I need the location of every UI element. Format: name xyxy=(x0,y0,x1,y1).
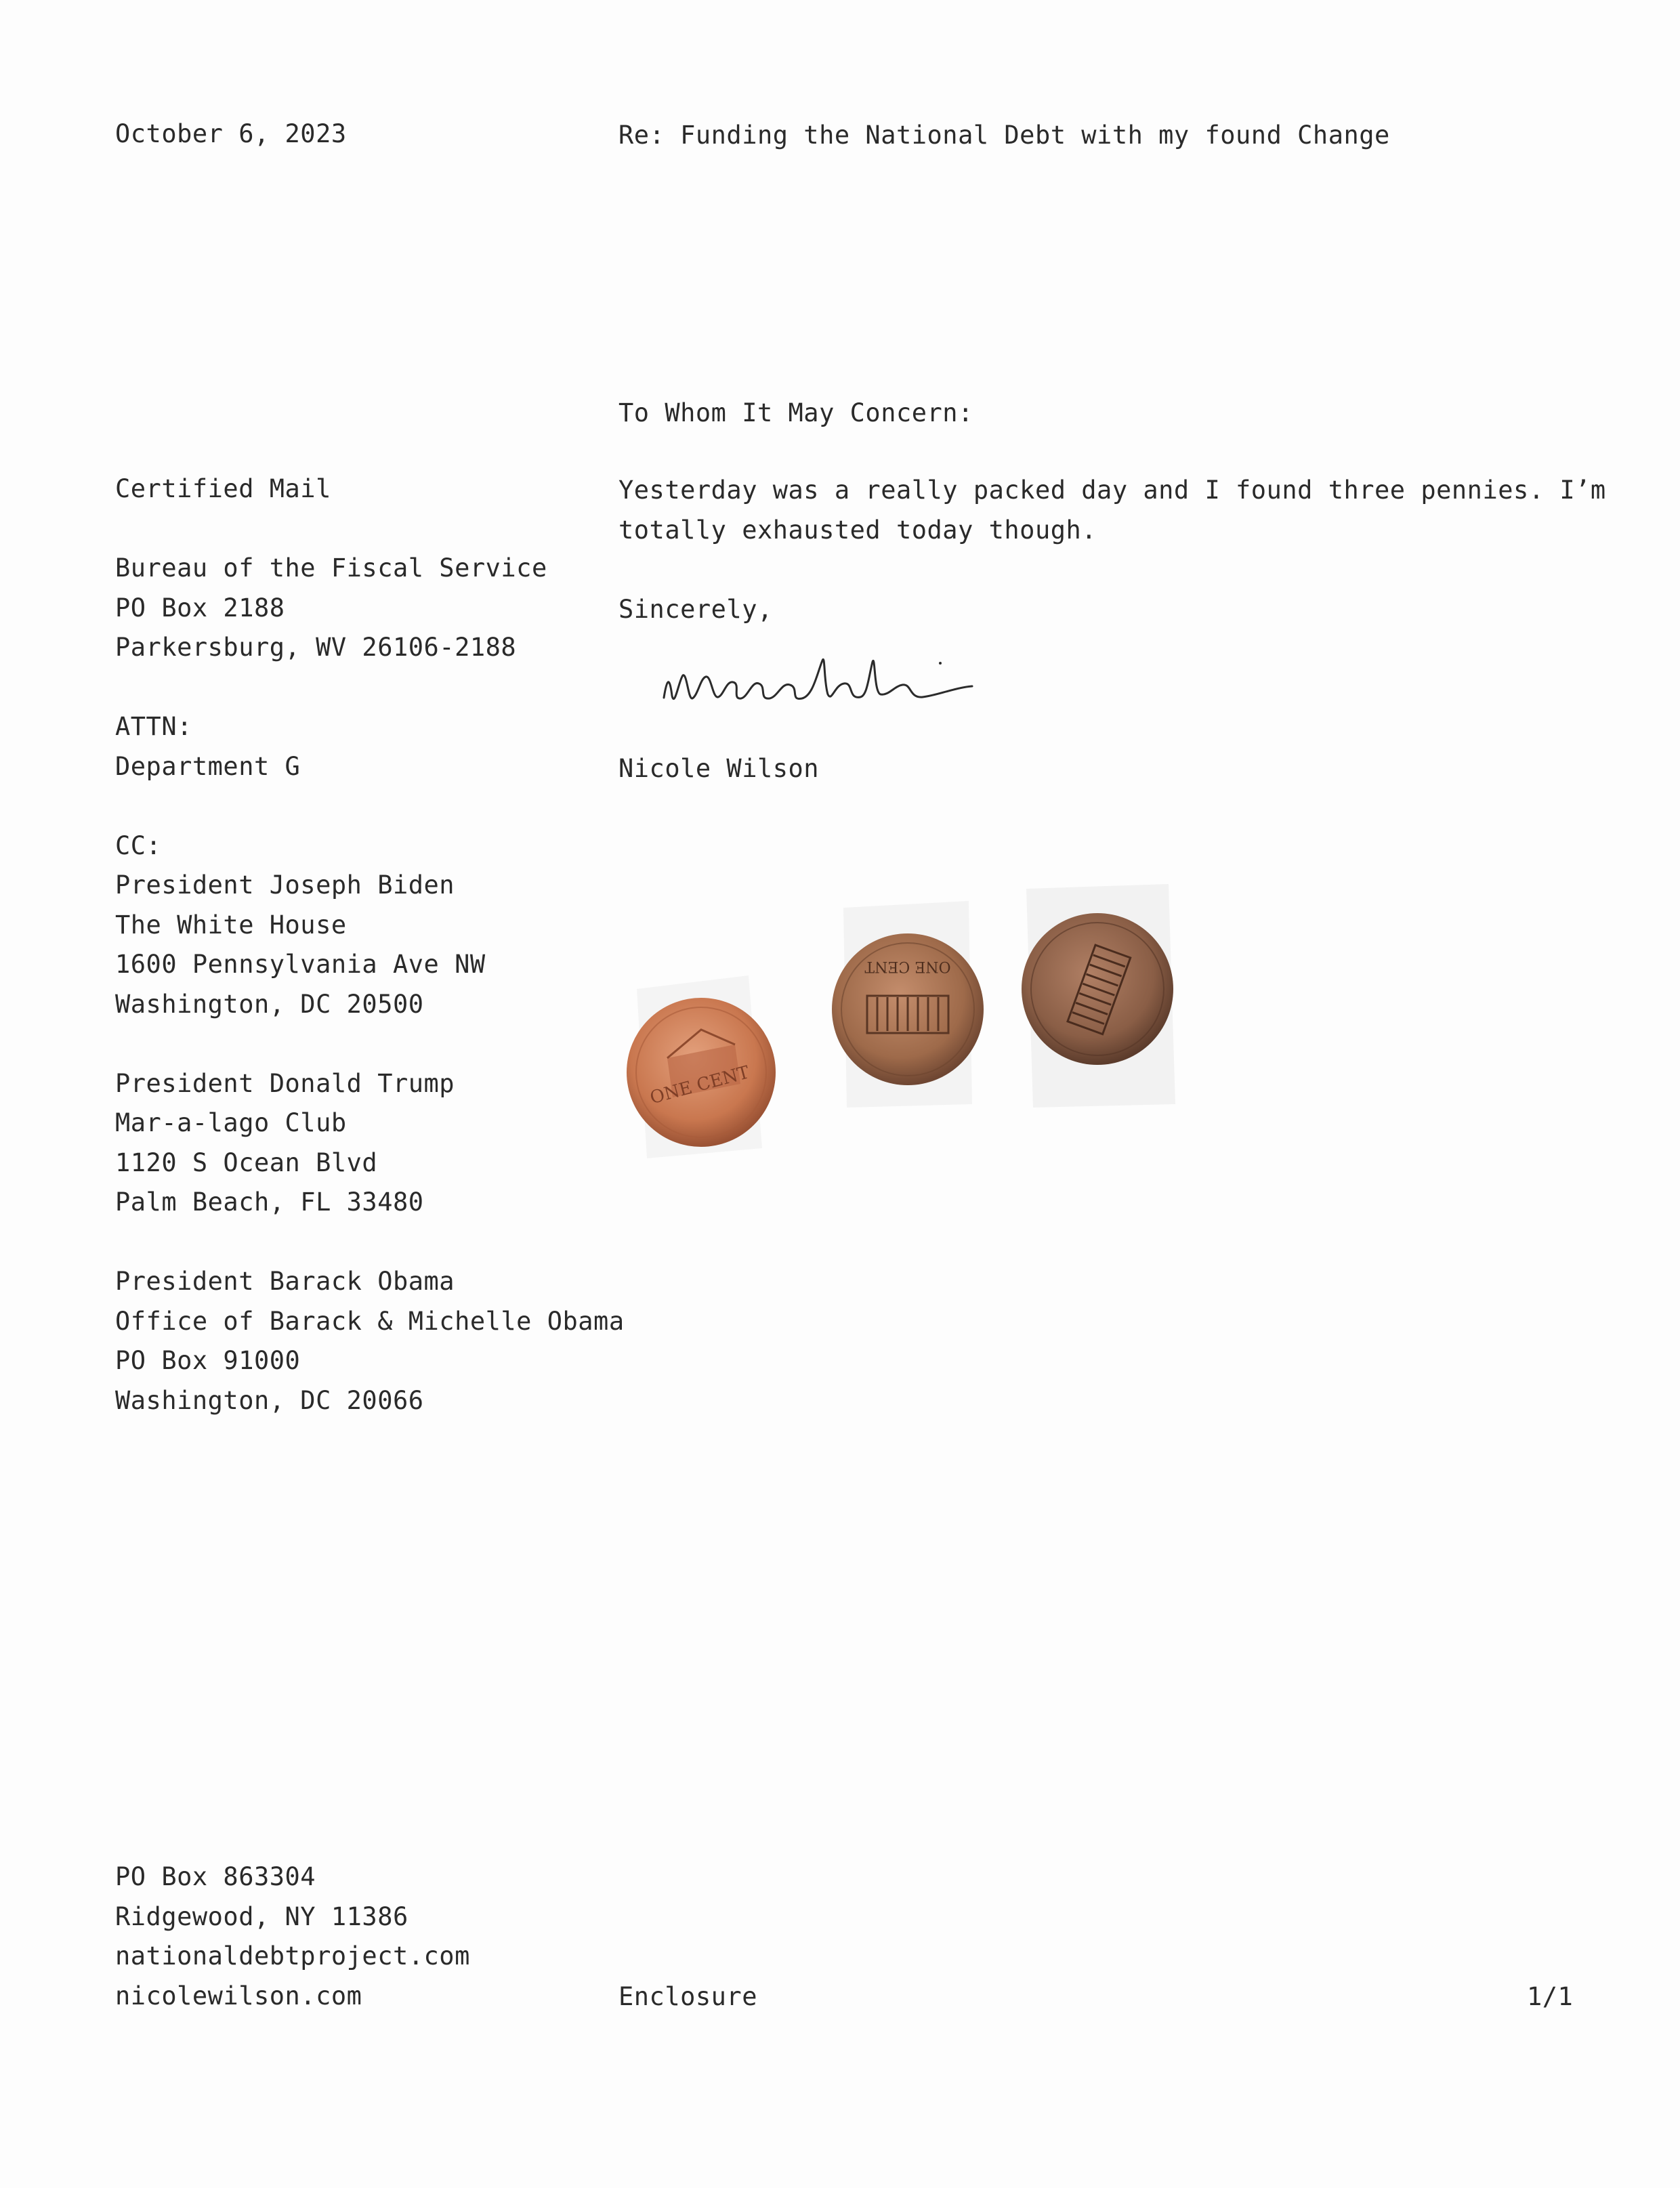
cc-line: Washington, DC 20066 xyxy=(115,1385,424,1415)
attn-label: ATTN: xyxy=(115,712,192,741)
sender-website: nationaldebtproject.com xyxy=(115,1941,470,1971)
letter-date: October 6, 2023 xyxy=(115,119,347,148)
salutation: To Whom It May Concern: xyxy=(618,398,973,427)
cc-line: Washington, DC 20500 xyxy=(115,989,424,1019)
cc-line: Palm Beach, FL 33480 xyxy=(115,1187,424,1217)
letter-subject: Re: Funding the National Debt with my found Change xyxy=(618,121,1390,150)
cc-line: 1600 Pennsylvania Ave NW xyxy=(115,950,486,979)
penny-2 xyxy=(832,933,984,1085)
delivery-method: Certified Mail xyxy=(115,474,331,503)
enclosed-pennies xyxy=(627,881,1216,1179)
closing: Sincerely, xyxy=(618,595,773,624)
cc-line: President Barack Obama xyxy=(115,1267,455,1296)
recipient-line: Bureau of the Fiscal Service xyxy=(115,553,547,583)
cc-line: Mar-a-lago Club xyxy=(115,1108,347,1137)
cc-line: PO Box 91000 xyxy=(115,1346,301,1375)
coin-legend-bottom: ONE CENT xyxy=(864,958,951,975)
handwritten-signature xyxy=(657,633,982,721)
letter-body xyxy=(618,471,1606,550)
cc-line: 1120 S Ocean Blvd xyxy=(115,1148,378,1177)
sender-line: Ridgewood, NY 11386 xyxy=(115,1901,408,1931)
enclosure-note: Enclosure xyxy=(618,1982,757,2011)
attn-department: Department G xyxy=(115,751,301,781)
page-number: 1/1 xyxy=(1527,1982,1574,2011)
signer-name: Nicole Wilson xyxy=(618,754,820,783)
coin-legend-bottom: ONE CENT xyxy=(648,1062,752,1109)
sender-website: nicolewilson.com xyxy=(115,1981,362,2011)
cc-line: President Joseph Biden xyxy=(115,870,455,900)
sender-address xyxy=(115,1857,470,2016)
penny-3 xyxy=(1022,913,1173,1065)
cc-label: CC: xyxy=(115,830,162,860)
recipient-line: PO Box 2188 xyxy=(115,593,285,623)
address-column xyxy=(115,469,625,1421)
cc-line: The White House xyxy=(115,910,347,940)
cc-line: Office of Barack & Michelle Obama xyxy=(115,1306,625,1336)
penny-1 xyxy=(627,998,776,1147)
sender-line: PO Box 863304 xyxy=(115,1862,316,1891)
body-line: Yesterday was a really packed day and I found three pennies. I’m xyxy=(618,476,1606,505)
recipient-line: Parkersburg, WV 26106-2188 xyxy=(115,633,517,662)
cc-line: President Donald Trump xyxy=(115,1068,455,1098)
body-line: totally exhausted today though. xyxy=(618,515,1097,545)
